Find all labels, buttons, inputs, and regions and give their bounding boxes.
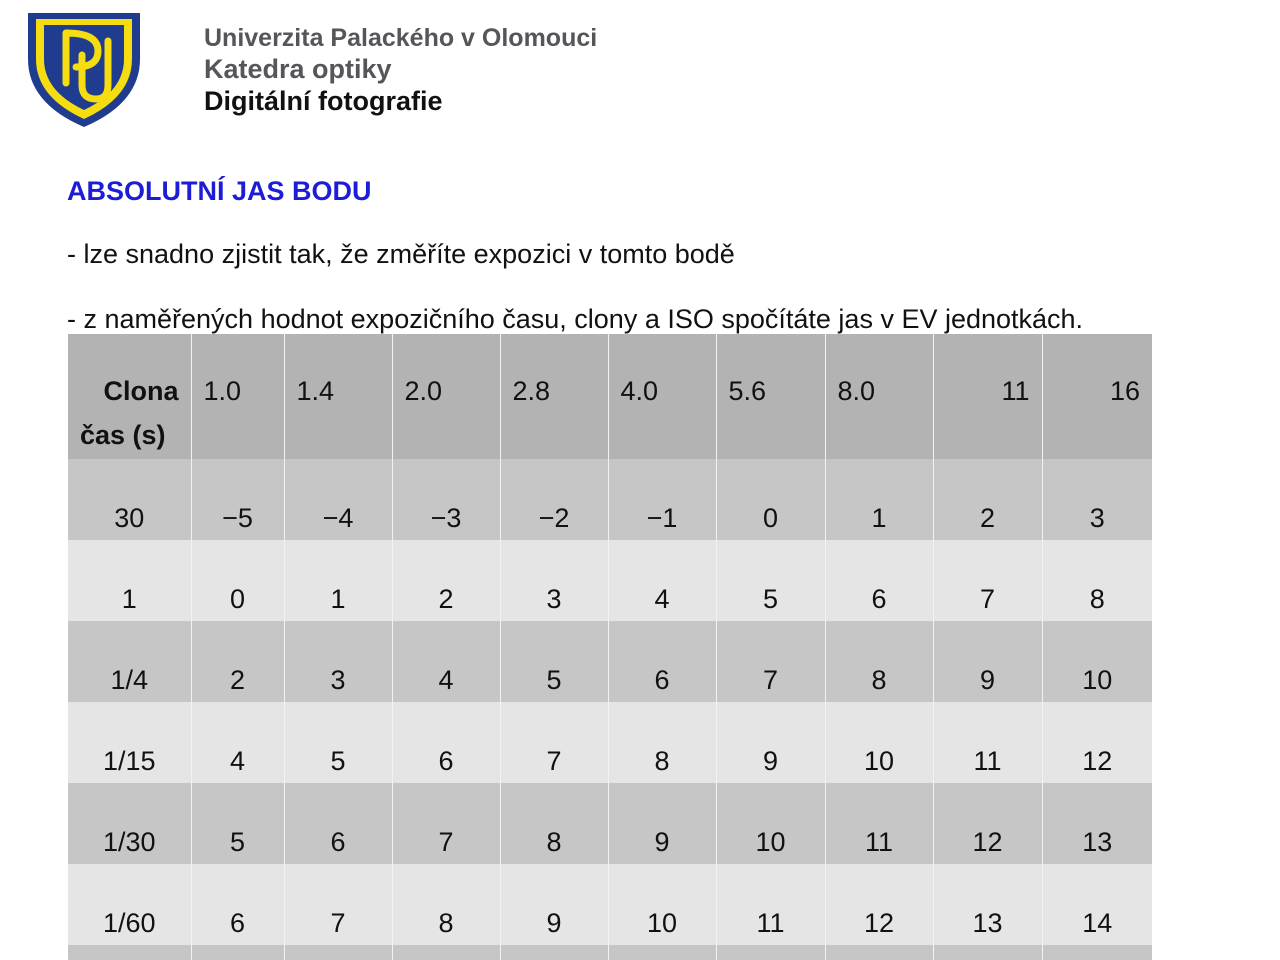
bullet-item: - lze snadno zjistit tak, že změříte expozici v tomto bodě (67, 239, 735, 269)
slide-title: ABSOLUTNÍ JAS BODU (67, 176, 372, 206)
ev-cell: 14 (1042, 864, 1152, 945)
ev-cell: −3 (392, 459, 500, 540)
time-cell: 1 (68, 540, 191, 621)
ev-cell: −5 (191, 459, 284, 540)
ev-cell: 4 (392, 621, 500, 702)
ev-cell: 5 (716, 540, 825, 621)
ev-cell: 6 (608, 621, 716, 702)
bullet-item: - z naměřených hodnot expozičního času, clony a ISO spočítáte jas v EV jednotkách. (67, 304, 1084, 334)
ev-cell: 2 (392, 540, 500, 621)
time-cell: 30 (68, 459, 191, 540)
ev-cell: 8 (1042, 540, 1152, 621)
ev-cell: 5 (500, 621, 608, 702)
table-row (68, 459, 1152, 540)
ev-cell: 9 (608, 783, 716, 864)
table-row (68, 540, 1152, 621)
table-row (68, 864, 1152, 945)
ev-cell: 5 (284, 702, 392, 783)
ev-cell: 7 (500, 702, 608, 783)
ev-cell: 2 (191, 621, 284, 702)
ev-cell: 10 (825, 702, 933, 783)
aperture-header: 2.8 (500, 334, 608, 459)
ev-cell: 10 (608, 864, 716, 945)
ev-cell: 7 (392, 783, 500, 864)
department-name: Katedra optiky (204, 54, 392, 84)
ev-cell: 1 (284, 540, 392, 621)
ev-cell: 8 (392, 864, 500, 945)
ev-cell: 9 (500, 864, 608, 945)
course-name: Digitální fotografie (204, 86, 443, 116)
aperture-header: 1.0 (191, 334, 284, 459)
ev-cell: 13 (1042, 783, 1152, 864)
ev-cell: 7 (284, 864, 392, 945)
time-cell: 1/60 (68, 864, 191, 945)
aperture-header-label: Clona (103, 376, 179, 406)
ev-cell: −4 (284, 459, 392, 540)
aperture-header: 1.4 (284, 334, 392, 459)
ev-cell: 10 (716, 783, 825, 864)
table-row (68, 783, 1152, 864)
aperture-header: 16 (1042, 334, 1152, 459)
ev-cell: 8 (825, 621, 933, 702)
ev-cell: 11 (716, 864, 825, 945)
ev-cell: 10 (1042, 621, 1152, 702)
aperture-header: 8.0 (825, 334, 933, 459)
ev-cell: 12 (825, 864, 933, 945)
ev-cell: 7 (933, 540, 1042, 621)
ev-cell: 9 (933, 621, 1042, 702)
ev-cell: −1 (608, 459, 716, 540)
ev-cell: 2 (933, 459, 1042, 540)
ev-cell: 6 (392, 702, 500, 783)
ev-cell: 5 (191, 783, 284, 864)
ev-cell: 11 (933, 702, 1042, 783)
ev-cell: 13 (933, 864, 1042, 945)
ev-cell: 0 (716, 459, 825, 540)
ev-cell: 7 (716, 621, 825, 702)
aperture-header: 11 (933, 334, 1042, 459)
ev-cell: 3 (500, 540, 608, 621)
ev-cell: 0 (191, 540, 284, 621)
university-crest-logo (26, 11, 142, 129)
ev-cell: 8 (608, 702, 716, 783)
table-row (68, 702, 1152, 783)
ev-cell: −2 (500, 459, 608, 540)
ev-cell: 11 (825, 783, 933, 864)
ev-cell: 1 (825, 459, 933, 540)
table-corner-cell (68, 334, 191, 459)
ev-cell: 9 (716, 702, 825, 783)
ev-cell: 6 (825, 540, 933, 621)
ev-cell: 12 (1042, 702, 1152, 783)
ev-cell: 6 (191, 864, 284, 945)
time-cell: 1/30 (68, 783, 191, 864)
time-header-label: čas (s) (80, 420, 166, 450)
ev-cell: 12 (933, 783, 1042, 864)
ev-cell: 8 (500, 783, 608, 864)
aperture-header: 2.0 (392, 334, 500, 459)
university-name: Univerzita Palackého v Olomouci (204, 24, 598, 52)
aperture-header: 5.6 (716, 334, 825, 459)
ev-cell: 4 (191, 702, 284, 783)
aperture-header: 4.0 (608, 334, 716, 459)
ev-cell: 3 (284, 621, 392, 702)
table-header-row (68, 334, 1152, 459)
ev-cell: 3 (1042, 459, 1152, 540)
ev-table (68, 334, 1152, 960)
ev-cell: 6 (284, 783, 392, 864)
table-row-cutoff (68, 945, 1152, 960)
time-cell: 1/4 (68, 621, 191, 702)
ev-cell: 4 (608, 540, 716, 621)
time-cell: 1/15 (68, 702, 191, 783)
table-row (68, 621, 1152, 702)
